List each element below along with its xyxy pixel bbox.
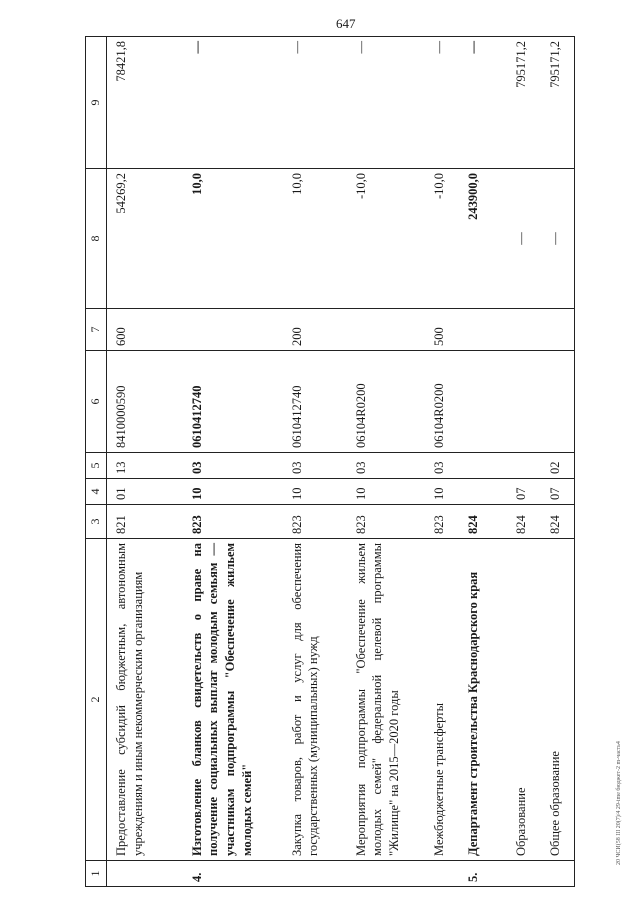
cell-c7: 200 [283, 309, 347, 351]
cell-c4: 10 [183, 479, 283, 505]
cell-c5: 02 [541, 453, 575, 479]
cell-c3: 823 [283, 505, 347, 539]
cell-c4: 01 [107, 479, 183, 505]
cell-c7 [183, 309, 283, 351]
table-header [86, 37, 107, 887]
cell-c8: — [541, 169, 575, 309]
cell-c4: 07 [507, 479, 541, 505]
table-row [507, 37, 541, 887]
cell-c6: 8410000590 [107, 351, 183, 453]
table-body [107, 37, 575, 887]
table-row [425, 37, 459, 887]
cell-c9: — [347, 37, 425, 169]
cell-c6: 0610412740 [183, 351, 283, 453]
cell-c5 [459, 453, 507, 479]
cell-c9: 795171,2 [507, 37, 541, 169]
footer-note-text: 20 ЧСИ(58 III 20(7)/4 29-ime бюджет-2 m-часть4 [616, 741, 622, 865]
cell-c9: 795171,2 [541, 37, 575, 169]
cell-c6: 0610412740 [283, 351, 347, 453]
header-cell: 9 [86, 37, 107, 169]
header-row [86, 37, 107, 887]
row-number [107, 861, 183, 887]
cell-c4: 10 [425, 479, 459, 505]
cell-c6: 06104R0200 [347, 351, 425, 453]
cell-c7: 500 [425, 309, 459, 351]
row-name: Предоставление субсидий бюджетным, автономным учреждениям и иным некоммерческим организациям [107, 539, 183, 861]
cell-c3: 823 [425, 505, 459, 539]
row-name: Изготовление бланков свидетельств о праве на получение социальных выплат молодым семьям — участникам подпрограммы "Обеспечение жильем молодых семей" [183, 539, 283, 861]
cell-c5: 03 [183, 453, 283, 479]
table-row [541, 37, 575, 887]
table-stage [85, 37, 615, 887]
cell-c7 [507, 309, 541, 351]
row-number: 5. [459, 861, 507, 887]
header-cell: 6 [86, 351, 107, 453]
row-name: Общее образование [541, 539, 575, 861]
cell-c9: — [459, 37, 507, 169]
cell-c3: 824 [459, 505, 507, 539]
cell-c7 [459, 309, 507, 351]
cell-c7 [541, 309, 575, 351]
cell-c8: 54269,2 [107, 169, 183, 309]
page-number: 647 [336, 16, 356, 31]
footer-note [616, 625, 626, 865]
row-name: Мероприятия подпрограммы "Обеспечение жильем молодых семей" федеральной целевой программы "Жилище" на 2015—2020 годы [347, 539, 425, 861]
cell-c6 [459, 351, 507, 453]
header-cell: 8 [86, 169, 107, 309]
cell-c9: — [425, 37, 459, 169]
row-number [347, 861, 425, 887]
table-row [459, 37, 507, 887]
table-row [347, 37, 425, 887]
budget-table [85, 36, 575, 887]
header-cell: 5 [86, 453, 107, 479]
row-number: 4. [183, 861, 283, 887]
cell-c3: 824 [507, 505, 541, 539]
row-name: Межбюджетные трансферты [425, 539, 459, 861]
cell-c4: 07 [541, 479, 575, 505]
cell-c6 [541, 351, 575, 453]
table-row [283, 37, 347, 887]
cell-c8: 243900,0 [459, 169, 507, 309]
header-cell: 1 [86, 861, 107, 887]
rotated-table-wrapper [85, 37, 615, 887]
header-cell: 4 [86, 479, 107, 505]
cell-c7 [347, 309, 425, 351]
row-number [283, 861, 347, 887]
header-cell: 2 [86, 539, 107, 861]
cell-c3: 824 [541, 505, 575, 539]
cell-c9: — [283, 37, 347, 169]
cell-c4 [459, 479, 507, 505]
cell-c6 [507, 351, 541, 453]
cell-c8: 10,0 [283, 169, 347, 309]
row-number [541, 861, 575, 887]
cell-c3: 821 [107, 505, 183, 539]
header-cell: 7 [86, 309, 107, 351]
cell-c6: 06104R0200 [425, 351, 459, 453]
cell-c8: 10,0 [183, 169, 283, 309]
cell-c8: -10,0 [425, 169, 459, 309]
cell-c3: 823 [183, 505, 283, 539]
row-name: Образование [507, 539, 541, 861]
cell-c4: 10 [347, 479, 425, 505]
cell-c4: 10 [283, 479, 347, 505]
cell-c5 [507, 453, 541, 479]
table-row [183, 37, 283, 887]
cell-c7: 600 [107, 309, 183, 351]
cell-c5: 03 [347, 453, 425, 479]
cell-c8: -10,0 [347, 169, 425, 309]
cell-c9: 78421,8 [107, 37, 183, 169]
cell-c5: 03 [283, 453, 347, 479]
cell-c5: 13 [107, 453, 183, 479]
cell-c5: 03 [425, 453, 459, 479]
table-row [107, 37, 183, 887]
cell-c9: — [183, 37, 283, 169]
row-number [507, 861, 541, 887]
row-name: Департамент строительства Краснодарского края [459, 539, 507, 861]
cell-c8: — [507, 169, 541, 309]
cell-c3: 823 [347, 505, 425, 539]
row-name: Закупка товаров, работ и услуг для обеспечения государственных (муниципальных) нужд [283, 539, 347, 861]
header-cell: 3 [86, 505, 107, 539]
row-number [425, 861, 459, 887]
